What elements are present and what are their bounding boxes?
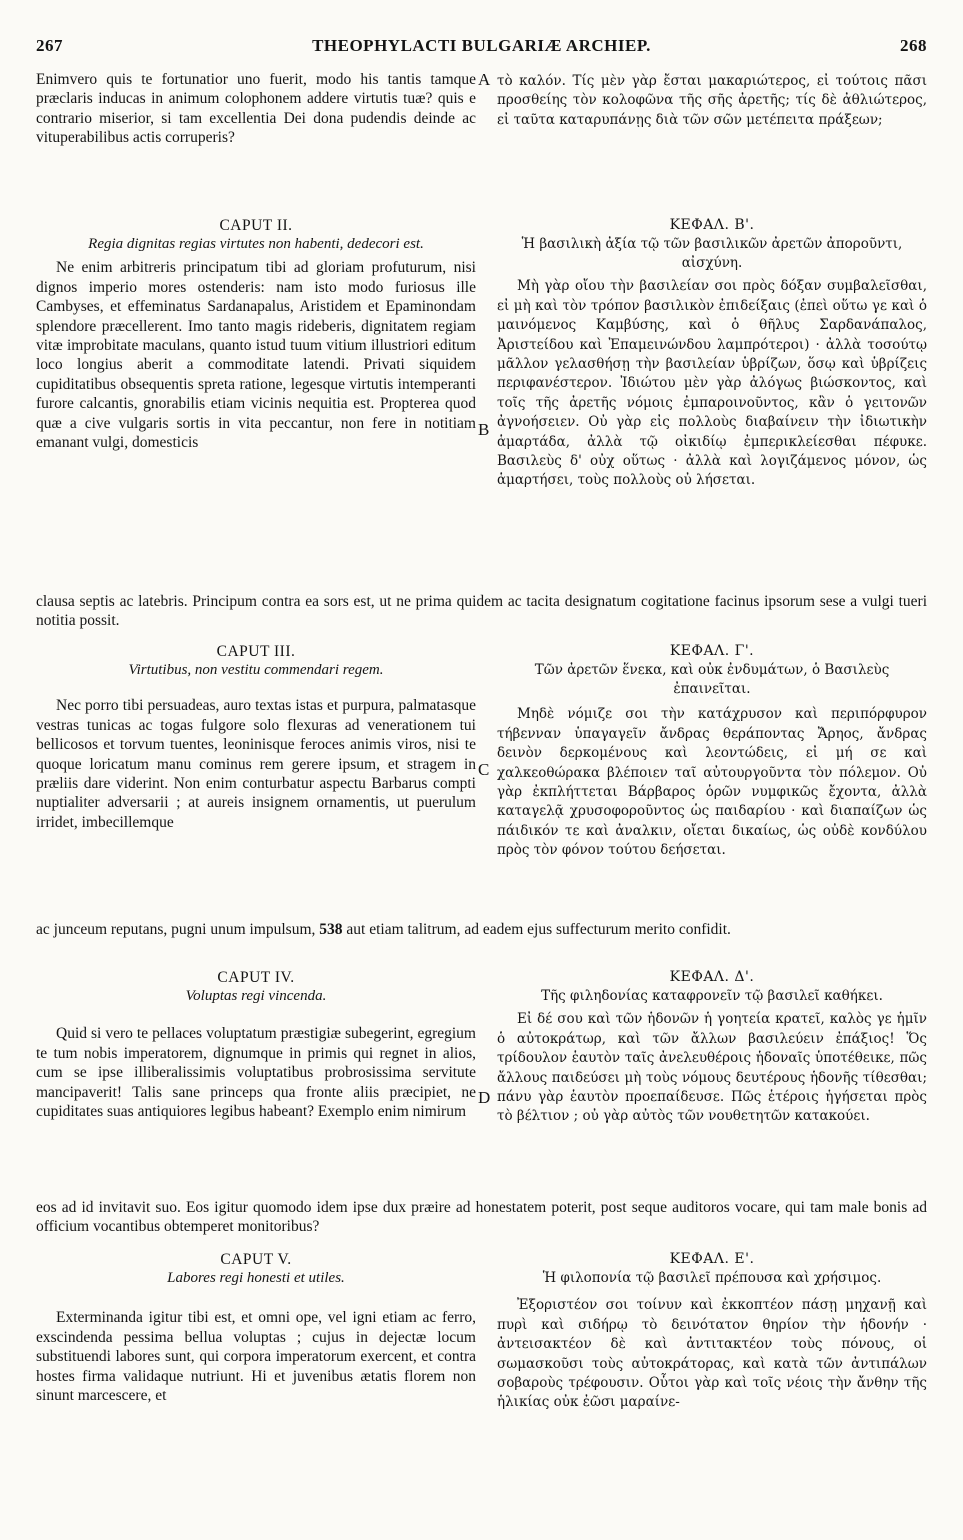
latin-text: Enimvero quis te fortunatior uno fuerit, modo his tantis tamque præclaris inducas in animum colophonem addere virtutis tuæ? quis e contrario miserior, si tam excellentia Dei dona pudendis deinde ac vituperabilibus actis corruperis?: [36, 71, 476, 147]
chapter-subtitle: Ἡ βασιλικὴ ἀξία τῷ τῶν βασιλικῶν ἀρετῶν ἀποροῦντι, αἰσχύνη.: [521, 236, 903, 272]
running-header: [36, 36, 927, 60]
greek-text: Μηδὲ νόμιζε σοι τὴν κατάχρυσον καὶ περιπόρφυρον τήβενναν ὑπαγαγεῖν ἄνδρας θεράποντας Ἄρηος, ἄνδρας δεινὸν δερκομένους καὶ λεοντώδεις, εἰ μή σε καὶ χαλκεοθώρακα βλέποιεν ταῖ αὐτουργοῦντα τὸν πόλεμον. Οὐ γὰρ ἐκπλήττεται Βάρβαρος ὁρῶν νυμφικῶς ἔχοντα, ἀλλὰ καταγελᾷ χρυσοφοροῦντος ὡς παιδαρίου · καὶ διαπαίζων ὡς πάιδικόν τε καὶ ἀναλκιν, οἴεται δικαίως, ὡς οὐδὲ κονδύλου πρὸς τὸν φόνον τούτου δεήσεται.: [497, 706, 927, 859]
chapter-subtitle: Regia dignitas regias virtutes non habenti, dedecori est.: [88, 236, 424, 253]
chapter-heading: ΚΕΦΑΛ. Γ'.: [669, 643, 755, 659]
chapter-heading: CAPUT V.: [220, 1251, 292, 1268]
greek-text: τὸ καλόν. Τίς μὲν γὰρ ἔσται μακαριώτερος, εἰ τούτοις πᾶσι προσθείης τὸν κολοφῶνα τῆς σῆς ἀρετῆς; τίς δὲ ἀθλιώτερος, εἰ ταῦτα καταρυπάνῃς διὰ τῶν σῶν μετέπειτα πράξεων;: [497, 73, 927, 128]
chapter-subtitle: Virtutibus, non vestitu commendari regem.: [128, 662, 384, 679]
latin-text: Nec porro tibi persuadeas, auro textas istas et purpura, palmatasque vestras tunicas ac togas fulgore solo flexuras ad venerationem tui bellicosos et torvum tuentes, leoninisque feroces animis viros, nisi te quoque loricatum manu cominus rem gerere ipsum, et stragem in præliis dare viderint. Non enim conturbatur aspectu Barbarus compti nuptialiter adversarii ; at aureis insignem ornamentis, ut puerulum irridet, imbecillemque: [36, 697, 476, 831]
latin-caput-2: [36, 216, 476, 452]
latin-opening-paragraph: [36, 70, 476, 148]
greek-text: Ἐξοριστέον σοι τοίνυν καὶ ἐκκοπτέον πάσῃ μηχανῇ καὶ πυρὶ καὶ σιδήρῳ τὸ δεινότατον θηρίον τὴν ἡδονήν · ἀντεισακτέον δὲ καὶ ἀντιτακτέον τοὺς πόνους, οἱ σωμασκοῦσι τοὺς αὐτοκράτορας, καὶ κατὰ τῶν ἀντιπάλων σοβαροὺς τρέφουσιν. Οὗτοι γὰρ καὶ τοῖς νέοις τὴν ἄνθην τῆς ἡλικίας οὐκ ἐῶσι μαραίνε-: [497, 1297, 927, 1411]
chapter-heading: CAPUT III.: [216, 643, 296, 660]
latin-caput-4: [36, 968, 476, 1121]
chapter-heading: ΚΕΦΑΛ. Β'.: [669, 217, 755, 233]
latin-text: aut etiam talitrum, ad eadem ejus suffecturum merito confidit.: [346, 921, 731, 938]
greek-text: Μὴ γὰρ οἴου τὴν βασιλείαν σοι πρὸς δόξαν συμβαλεῖσθαι, εἰ μὴ καὶ τὸν τρόπον βασιλικὸν ἐπιδείξαις (ἐπεὶ οὕτω γε καὶ ὁ μαινόμενος Καμβύσης, καὶ ὁ θῆλυς Σαρδανάπαλος, Ἀριστείδου καὶ Ἐπαμεινώνδου λαμπρότεροι) · ἀλλὰ τοσούτῳ μᾶλλον γελασθήσῃ τὴν βασιλείαν ὑβρίζων, ὅσῳ καὶ ὑβρίζεις περιφανέστερον. Ἰδιώτου μὲν γὰρ ἀλόγως βιώσκοντος, καὶ τοῖς τῆς ἀρετῆς νόμοις ἐμπαροινοῦντος, κἂν ὁ γειτονῶν ἀγνοήσειεν. Οὐ γὰρ εἰς πολλοὺς διαβαίνειν τὴν ἰδιωτικὴν ἁμαρτάδα, ἀλλὰ τῷ οἰκιδίῳ ἐμπερικλείεσθαι πέφυκε. Βασιλεὺς δ' οὐχ οὕτως · ἀλλὰ καὶ λογιζάμενος μόνον, ὡς ἁμαρτήσει, τοὺς πολλοὺς οὐ λήσεται.: [497, 278, 927, 489]
right-page-number: 268: [900, 36, 927, 55]
greek-caput-2: [497, 216, 927, 491]
latin-text: Ne enim arbitreris principatum tibi ad gloriam profuturum, nisi dignos imperio mores ostenderis: nam isto modo furiosus ille Cambyses, et effeminatus Sardanapalus, Aristidem et Epaminondam splendore præcellerent. Imo tanto magis rideberis, dignitatem regiam vitæ improbitate maculans, quanto istud tuum vitium illustriori editum loco longius aberit a commoditate latendi. Privati siquidem cupiditatibus obsequentis spreta ratione, legesque virtutis intemperanti furore calcantis, gnorabilis etiam vicinis nequitia est. Propterea quod quæ a cive vulgaris sortis in vita peccantur, non fere in notitiam emanant vulgi, domesticis: [36, 259, 476, 452]
greek-caput-5: [497, 1250, 927, 1413]
full-width-continuation-3: [36, 920, 927, 939]
margin-letter-d: D: [478, 1088, 491, 1107]
chapter-subtitle: Τῶν ἀρετῶν ἕνεκα, καὶ οὐκ ἐνδυμάτων, ὁ Βασιλεὺς ἐπαινεῖται.: [534, 662, 890, 698]
chapter-subtitle: Τῆς φιληδονίας καταφρονεῖν τῷ βασιλεῖ καθήκει.: [541, 988, 883, 1005]
latin-caput-3: [36, 642, 476, 832]
chapter-subtitle: Ἡ φιλοπονία τῷ βασιλεῖ πρέπουσα καὶ χρήσιμος.: [542, 1270, 882, 1287]
left-page-number: 267: [36, 36, 63, 55]
chapter-subtitle: Labores regi honesti et utiles.: [167, 1270, 345, 1287]
full-width-continuation-4: [36, 1198, 927, 1237]
chapter-heading: ΚΕΦΑΛ. Δ'.: [669, 969, 755, 985]
chapter-heading: CAPUT II.: [219, 217, 293, 234]
latin-text: eos ad id invitavit suo. Eos igitur quomodo idem ipse dux præire ad honestatem poterit, post seque auditoros vocare, qui tam male bonis ad officium vocantibus obtemperet monitoribus?: [36, 1199, 927, 1236]
chapter-subtitle: Voluptas regi vincenda.: [185, 988, 327, 1005]
full-width-continuation-2: [36, 592, 927, 631]
running-title: THEOPHYLACTI BULGARIÆ ARCHIEP.: [312, 36, 651, 55]
greek-opening-paragraph: [497, 72, 927, 130]
latin-text: clausa septis ac latebris. Principum contra ea sors est, ut ne prima quidem ac tacita designatum cogitatione facinus ipsorum sese a vulgi tueri notitia possit.: [36, 593, 927, 630]
latin-text: ac junceum reputans, pugni unum impulsum,: [36, 921, 316, 938]
latin-text: Quid si vero te pellaces voluptatum præstigiæ subegerint, egregium te tum nobis imperatorem, dignumque in primis qui regnet in alios, cum se ipse illiberalissimis voluptatibus probrosissima servitute mancipaverit! Talis sane princeps qua fronte aliis præcipiet, ne cupiditates suas antiquiores legibus habeant? Exemplo enim nimirum: [36, 1025, 476, 1121]
chapter-heading: ΚΕΦΑΛ. Ε'.: [669, 1251, 755, 1267]
greek-text: Εἰ δέ σου καὶ τῶν ἡδονῶν ἡ γοητεία κρατεῖ, καλὸς γε ἡμῖν ὁ αὐτοκράτωρ, καὶ τῶν ἄλλων βασιλεύειν ἐπάξιος! Ὅς τρίδουλον ἑαυτὸν ταῖς ἀνελευθέροις ἡδοναῖς ὑποτέθεικε, πῶς ἄλλους παιδεύσει μὴ τοὺς νόμους δευτέρους ἡδονῆς τίθεσθαι; πάνυ γὰρ ἑαυτὸν προεπαίδευσε. Πῶς ἑτέροις ἡγήσεται πρὸς τὸ βέλτιον ; οὐ γὰρ αὐτὸς τῶν νουθετητῶν κατακούει.: [497, 1011, 927, 1125]
margin-letter-a: A: [478, 70, 491, 89]
greek-caput-3: [497, 642, 927, 861]
latin-caput-5: [36, 1250, 476, 1405]
greek-caput-4: [497, 968, 927, 1127]
margin-letter-b: B: [478, 420, 490, 439]
margin-letter-c: C: [478, 760, 490, 779]
latin-text: Exterminanda igitur tibi est, et omni ope, vel igni etiam ac ferro, exscindenda pessima bellua voluptas ; cujus in dejectæ locum substituendi labores sunt, qui corpora imperatorum exercent, et contra hostes firma validaque nutriunt. Hi et juvenibus ætatis florem non sinunt marcescere, et: [36, 1309, 476, 1405]
chapter-heading: CAPUT IV.: [217, 969, 295, 986]
column-number: 538: [319, 921, 343, 938]
